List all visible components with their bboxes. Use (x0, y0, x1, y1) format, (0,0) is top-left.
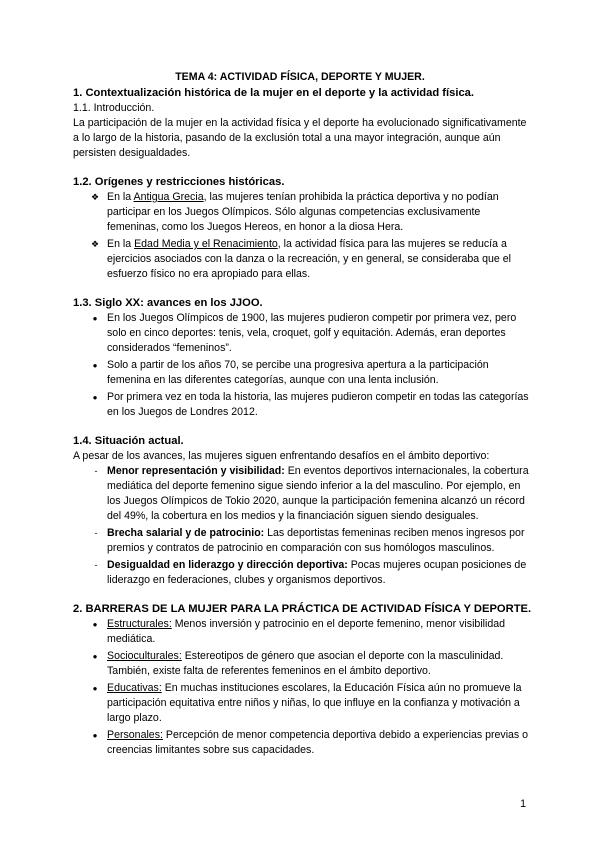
list-item: - Desigualdad en liderazgo y dirección deportiva: Pocas mujeres ocupan posiciones de liderazgo en federaciones, clubes y organismos deportivos. (73, 558, 533, 588)
section-1-1-subheading: 1.1. Introducción. (73, 102, 155, 114)
bullet-icon: ● (92, 314, 98, 323)
section-1-3-heading: 1.3. Siglo XX: avances en los JJOO. (73, 297, 263, 309)
bullet-icon: ● (92, 620, 98, 629)
dash-bullet-icon: - (94, 528, 98, 538)
list-item: ● Educativas: En muchas instituciones escolares, la Educación Física aún no promueve la participación equitativa entre niños y niñas, lo que influye en la confianza y motivación a largo plazo. (73, 681, 533, 726)
bullet-icon: ● (92, 361, 98, 370)
dash-bullet-icon: - (94, 560, 98, 570)
list-item: ● Solo a partir de los años 70, se percibe una progresiva apertura a la participación femenina en las diferentes categorías, aunque con una lenta inclusión. (73, 358, 533, 388)
diamond-bullet-icon: ❖ (90, 239, 100, 249)
section-1-4-intro: A pesar de los avances, las mujeres siguen enfrentando desafíos en el ámbito deportivo: (73, 450, 490, 462)
section-2-heading: 2. BARRERAS DE LA MUJER PARA LA PRÁCTICA DE ACTIVIDAD FÍSICA Y DEPORTE. (73, 603, 532, 615)
edad-media-link: Edad Media y el Renacimiento (134, 238, 278, 250)
list-item: ● Personales: Percepción de menor competencia deportiva debido a experiencias previas o creencias limitantes sobre sus capacidades. (73, 728, 533, 758)
page-number: 1 (520, 798, 526, 810)
section-1-4-heading: 1.4. Situación actual. (73, 435, 184, 447)
section-1-2-heading: 1.2. Orígenes y restricciones históricas. (73, 176, 285, 188)
document-title: TEMA 4: ACTIVIDAD FÍSICA, DEPORTE Y MUJER. (175, 71, 425, 83)
section-1-1-text: La participación de la mujer en la actividad física y el deporte ha evolucionado significativamente a lo largo de la historia, pasando de la exclusión total a una mayor integración, aunque aún persisten desigualdades. (73, 117, 527, 159)
section-1-heading: 1. Contextualización histórica de la mujer en el deporte y la actividad física. (73, 87, 475, 99)
bullet-icon: ● (92, 652, 98, 661)
section-1-4-list (73, 464, 533, 588)
list-item: - Brecha salarial y de patrocinio: Las deportistas femeninas reciben menos ingresos por premios y contratos de patrocinio en comparación con sus homólogos masculinos. (73, 526, 533, 556)
antigua-grecia-link: Antigua Grecia (133, 191, 204, 203)
bullet-icon: ● (92, 684, 98, 693)
section-1-3-list (73, 311, 533, 420)
bullet-icon: ● (92, 731, 98, 740)
list-item: ● En los Juegos Olímpicos de 1900, las mujeres pudieron competir por primera vez, pero solo en cinco deportes: tenis, vela, croquet, golf y equitación. Además, eran deportes considerados “femeninos”. (73, 311, 533, 356)
section-1-2-list (73, 190, 533, 282)
list-item: ❖ En la Edad Media y el Renacimiento, la actividad física para las mujeres se reducía a ejercicios asociados con la danza o la recreación, y en general, se consideraba que el esfuerzo físico no era apropiado para ellas. (90, 238, 511, 280)
list-item: ● Estructurales: Menos inversión y patrocinio en el deporte femenino, menor visibilidad mediática. (73, 617, 533, 647)
bullet-icon: ● (92, 393, 98, 402)
list-item: ● Socioculturales: Estereotipos de género que asocian el deporte con la masculinidad. También, existe falta de referentes femeninos en el ámbito deportivo. (73, 649, 533, 679)
document-body (73, 86, 533, 758)
list-item: ● Por primera vez en toda la historia, las mujeres pudieron competir en todas las categorías en los Juegos de Londres 2012. (73, 390, 533, 420)
list-item: ❖ En la Antigua Grecia, las mujeres tenían prohibida la práctica deportiva y no podían participar en los Juegos Olímpicos. Sólo algunas competencias exclusivamente femeninas, como los Juegos Hereos, en honor a la diosa Hera. (90, 191, 499, 233)
dash-bullet-icon: - (94, 466, 98, 476)
section-2-list (73, 617, 533, 758)
diamond-bullet-icon: ❖ (90, 192, 100, 202)
list-item: - Menor representación y visibilidad: En eventos deportivos internacionales, la cobertura mediática del deporte femenino sigue siendo inferior a la del masculino. Por ejemplo, en los Juegos Olímpicos de Tokio 2020, aunque la participación femenina alcanzó un récord del 49%, la cobertura en los medios y la financiación siguen siendo desiguales. (73, 464, 533, 524)
